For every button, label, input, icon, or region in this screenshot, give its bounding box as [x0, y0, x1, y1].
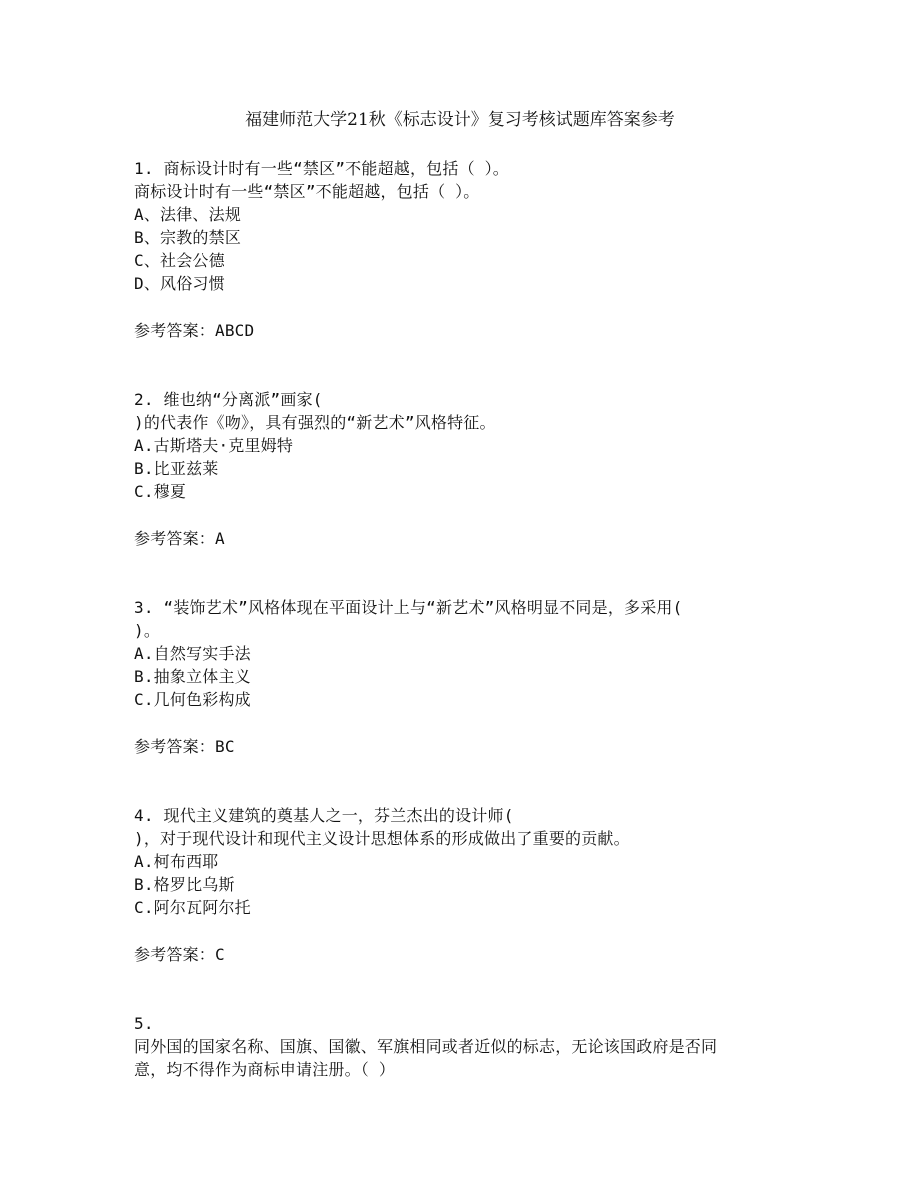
- question-1-stem: 1. 商标设计时有一些“禁区”不能超越，包括（ ）。: [134, 159, 509, 178]
- question-4-option-c: C.阿尔瓦阿尔托: [134, 898, 251, 917]
- question-3-stem-line-1: 3. “装饰艺术”风格体现在平面设计上与“新艺术”风格明显不同是，多采用(: [134, 598, 683, 617]
- question-4-answer: 参考答案：C: [134, 945, 225, 964]
- question-4-option-b: B.格罗比乌斯: [134, 875, 235, 894]
- question-1-option-a: A、法律、法规: [134, 205, 242, 224]
- question-2-option-c: C.穆夏: [134, 482, 187, 501]
- question-1-stem-repeat: 商标设计时有一些“禁区”不能超越，包括（ ）。: [134, 182, 480, 201]
- question-2-stem-line-2: )的代表作《吻》，具有强烈的“新艺术”风格特征。: [134, 413, 496, 432]
- question-5-stem-line-2: 意，均不得作为商标申请注册。（ ）: [134, 1060, 396, 1079]
- question-2-option-a: A.古斯塔夫·克里姆特: [134, 436, 294, 455]
- question-1-answer: 参考答案：ABCD: [134, 321, 255, 340]
- question-1-option-b: B、宗教的禁区: [134, 228, 242, 247]
- document-title: 福建师范大学21秋《标志设计》复习考核试题库答案参考: [245, 110, 675, 130]
- question-1-option-c: C、社会公德: [134, 251, 225, 270]
- question-2-option-b: B.比亚兹莱: [134, 459, 219, 478]
- question-3-option-b: B.抽象立体主义: [134, 667, 251, 686]
- question-4-stem-line-1: 4. 现代主义建筑的奠基人之一，芬兰杰出的设计师(: [134, 806, 514, 825]
- question-1-option-d: D、风俗习惯: [134, 274, 225, 293]
- question-3-answer: 参考答案：BC: [134, 737, 235, 756]
- question-3-option-c: C.几何色彩构成: [134, 690, 251, 709]
- question-4-stem-line-2: )，对于现代设计和现代主义设计思想体系的形成做出了重要的贡献。: [134, 829, 630, 848]
- question-5-stem-line-1: 同外国的国家名称、国旗、国徽、军旗相同或者近似的标志，无论该国政府是否同: [134, 1037, 718, 1056]
- question-4-option-a: A.柯布西耶: [134, 852, 219, 871]
- question-2-answer: 参考答案：A: [134, 529, 225, 548]
- question-3-option-a: A.自然写实手法: [134, 644, 251, 663]
- question-5-number: 5.: [134, 1014, 154, 1033]
- question-2-stem-line-1: 2. 维也纳“分离派”画家(: [134, 390, 323, 409]
- question-3-stem-line-2: )。: [134, 621, 161, 640]
